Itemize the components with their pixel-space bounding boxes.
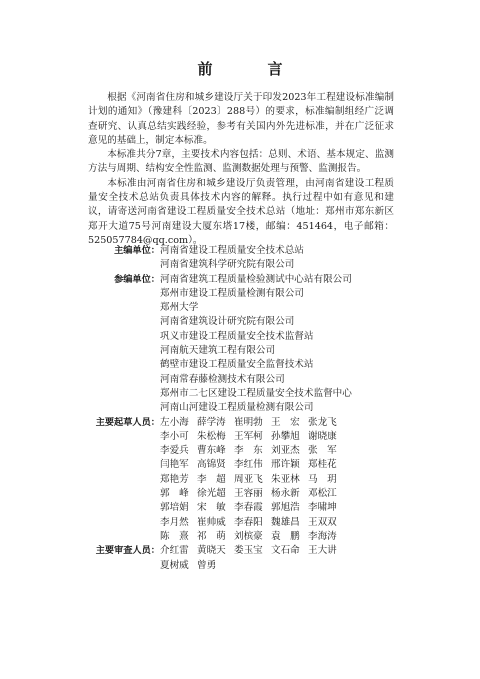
name-row bbox=[160, 416, 402, 430]
person-name: 刘槟豪 bbox=[234, 530, 263, 542]
name-row bbox=[160, 501, 402, 515]
person-name: 李啸坤 bbox=[308, 502, 337, 514]
person-name: 左小海 bbox=[160, 416, 189, 428]
unit-name: 河南山河建设工程质量检测有限公司 bbox=[160, 402, 314, 414]
person-name: 朱亚林 bbox=[271, 473, 300, 485]
person-name: 曹东峰 bbox=[197, 445, 226, 457]
name-row bbox=[160, 559, 402, 573]
name-row bbox=[160, 430, 402, 444]
person-name: 王容丽 bbox=[234, 488, 263, 500]
person-name: 张龙飞 bbox=[308, 416, 337, 428]
paragraph: 本标准由河南省住房和城乡建设厅负责管理，由河南省建设工程质量安全技术总站负责具体技术内容的解释。执行过程中如有意见和建议，请寄送河南省建设工程质量安全技术总站（地址：郑州市郑东新区郑开大道75号河南建设大厦东塔17楼，邮编：451464，电子邮箱：525057784@qq.com）。 bbox=[88, 177, 394, 246]
person-name: 夏树威 bbox=[160, 559, 189, 571]
person-name: 马 玥 bbox=[308, 473, 337, 485]
unit-name: 巩义市建设工程质量安全技术监督站 bbox=[160, 330, 314, 342]
person-name: 谢晓康 bbox=[308, 430, 337, 442]
person-name: 文石命 bbox=[271, 545, 300, 557]
unit-name: 郑州大学 bbox=[160, 302, 199, 314]
person-name: 李春阳 bbox=[234, 516, 263, 528]
person-name: 陈 熹 bbox=[160, 530, 189, 542]
chief-editor-units bbox=[92, 244, 402, 273]
person-name: 郭旭浩 bbox=[271, 502, 300, 514]
unit-list bbox=[160, 244, 402, 273]
person-name: 李海涛 bbox=[308, 530, 337, 542]
unit-name: 河南常春藤检测技术有限公司 bbox=[160, 373, 285, 385]
preface-body bbox=[88, 91, 394, 248]
person-name: 介红雷 bbox=[160, 545, 189, 557]
name-row bbox=[160, 487, 402, 501]
unit-name: 郑州市建设工程质量检测有限公司 bbox=[160, 287, 304, 299]
person-name: 李月然 bbox=[160, 516, 189, 528]
paragraph: 本标准共分7章，主要技术内容包括：总则、术语、基本规定、监测方法与周期、结构安全性监测、监测数据处理与预警、监测报告。 bbox=[88, 149, 394, 175]
paragraph: 根据《河南省住房和城乡建设厅关于印发2023年工程建设标准编制计划的通知》（豫建科〔2023〕288号）的要求，标准编制组经广泛调查研究、认真总结实践经验，参考有关国内外先进标准，并在广泛征求意见的基础上，制定本标准。 bbox=[88, 92, 394, 146]
person-name: 孙攀旭 bbox=[271, 430, 300, 442]
drafter-list bbox=[160, 416, 402, 545]
person-name: 崔明勃 bbox=[234, 416, 263, 428]
unit-name: 鹤壁市建设工程质量安全监督技术站 bbox=[160, 359, 314, 371]
person-name: 曾勇 bbox=[197, 559, 217, 571]
person-name: 王大讲 bbox=[308, 545, 337, 557]
person-name: 郭培娟 bbox=[160, 502, 189, 514]
name-row bbox=[160, 516, 402, 530]
person-name: 刘亚杰 bbox=[271, 445, 300, 457]
unit-name: 河南省建筑工程质量检验测试中心站有限公司 bbox=[160, 273, 352, 285]
person-name: 李爱兵 bbox=[160, 445, 189, 457]
unit-name: 河南省建筑科学研究院有限公司 bbox=[160, 259, 295, 271]
person-name: 高锦贤 bbox=[197, 459, 226, 471]
person-name: 徐光超 bbox=[197, 488, 226, 500]
person-name: 王军柯 bbox=[234, 430, 263, 442]
person-name: 朱松梅 bbox=[197, 430, 226, 442]
unit-name: 河南省建筑设计研究院有限公司 bbox=[160, 316, 295, 328]
person-name: 娄玉宝 bbox=[234, 545, 263, 557]
participant-units bbox=[92, 273, 402, 416]
person-name: 王双双 bbox=[308, 516, 337, 528]
person-name: 李 超 bbox=[197, 473, 226, 485]
person-name: 郭 峰 bbox=[160, 488, 189, 500]
person-name: 李 东 bbox=[234, 445, 263, 457]
unit-name: 河南航天建筑工程有限公司 bbox=[160, 345, 276, 357]
person-name: 薛学涛 bbox=[197, 416, 226, 428]
person-name: 邓松江 bbox=[308, 488, 337, 500]
contributors-section bbox=[92, 244, 402, 573]
unit-name: 河南省建设工程质量安全技术总站 bbox=[160, 245, 304, 256]
person-name: 闫艳军 bbox=[160, 459, 189, 471]
person-name: 王 宏 bbox=[271, 416, 300, 428]
person-name: 李春霞 bbox=[234, 502, 263, 514]
role-label: 参编单位： bbox=[114, 273, 160, 285]
person-name: 郑桂花 bbox=[308, 459, 337, 471]
name-row bbox=[160, 444, 402, 458]
person-name: 李小可 bbox=[160, 430, 189, 442]
person-name: 周亚飞 bbox=[234, 473, 263, 485]
role-label: 主编单位： bbox=[114, 245, 160, 256]
reviewer-list bbox=[160, 544, 402, 573]
person-name: 祁 萌 bbox=[197, 530, 226, 542]
name-row bbox=[160, 544, 402, 558]
name-row bbox=[160, 530, 402, 544]
person-name: 李红伟 bbox=[234, 459, 263, 471]
person-name: 邢许颖 bbox=[271, 459, 300, 471]
unit-list bbox=[160, 273, 402, 416]
person-name: 黄晓天 bbox=[197, 545, 226, 557]
role-label: 主要审查人员： bbox=[95, 545, 160, 557]
person-name: 袁 鹏 bbox=[271, 530, 300, 542]
name-row bbox=[160, 458, 402, 472]
page-title: 前 言 bbox=[197, 60, 303, 78]
person-name: 张 军 bbox=[308, 445, 337, 457]
person-name: 魏雄昌 bbox=[271, 516, 300, 528]
person-name: 杨永新 bbox=[271, 488, 300, 500]
person-name: 崔帅威 bbox=[197, 516, 226, 528]
person-name: 宋 敏 bbox=[197, 502, 226, 514]
unit-name: 郑州市二七区建设工程质量安全技术监督中心 bbox=[160, 387, 352, 399]
name-row bbox=[160, 473, 402, 487]
role-label: 主要起草人员： bbox=[95, 416, 160, 428]
person-name: 郑艳芳 bbox=[160, 473, 189, 485]
reviewers bbox=[92, 544, 402, 573]
drafters bbox=[92, 416, 402, 545]
